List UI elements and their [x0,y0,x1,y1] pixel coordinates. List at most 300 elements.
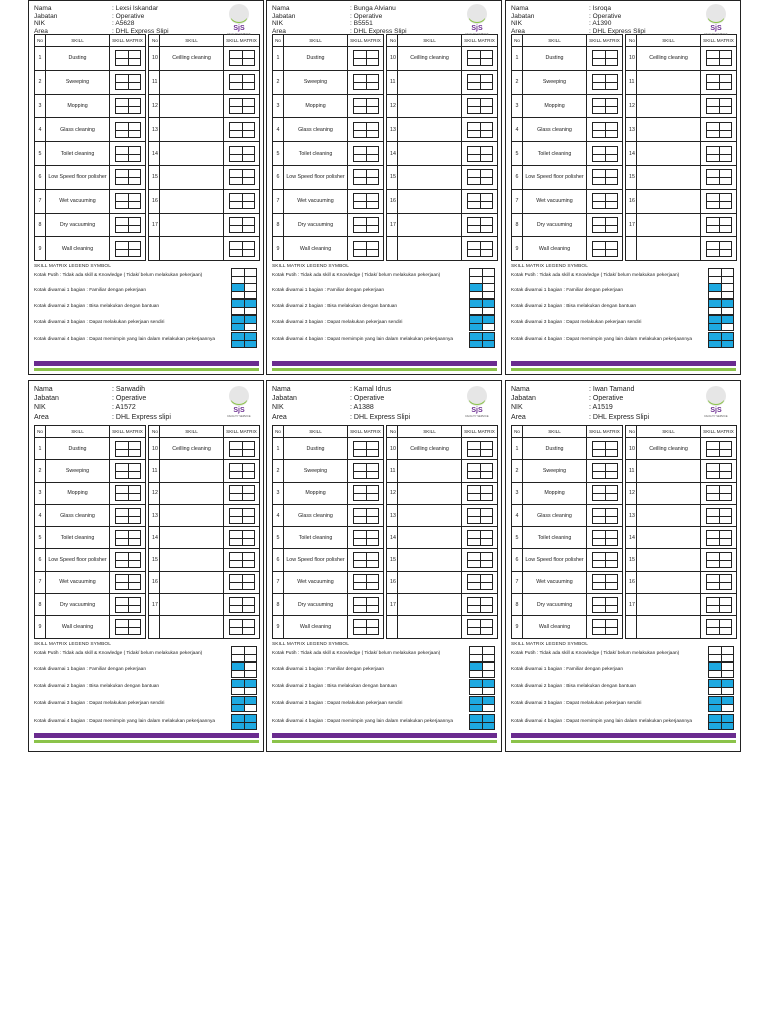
skill-name [398,165,462,189]
skill-no: 16 [626,189,637,213]
skill-matrix-box [592,552,618,568]
legend-item [272,300,497,314]
skill-name: Toilet cleaning [523,142,587,166]
skill-row [512,616,737,638]
nik-value: : A5628 [112,20,259,28]
skill-matrix-cell[interactable] [348,165,384,189]
jabatan-value: : Operative [350,394,497,403]
skill-matrix-cell[interactable] [348,213,384,237]
header-skill-matrix: SKILL MATRIX [701,426,737,438]
area-value: : DHL Express slipi [112,413,259,422]
skill-matrix-cell[interactable] [462,94,498,118]
skill-matrix-cell[interactable] [701,94,737,118]
legend-text: Kotak Putih : Tidak ada skill & Knowledge ( Tidak/ belum melakukan pekerjaan) [34,650,203,656]
skill-matrix-cell[interactable] [224,571,260,593]
skill-name: Wet vacuuming [46,571,110,593]
legend-matrix-box [708,332,734,348]
skill-name [160,482,224,504]
skill-matrix-cell[interactable] [587,438,623,460]
header-skill: SKILL [398,426,462,438]
legend-item [34,316,259,330]
header-skill-matrix: SKILL MATRIX [587,35,623,47]
nama-value: : Iwan Tamand [589,385,736,394]
skill-matrix-cell[interactable] [462,70,498,94]
legend-matrix-box [469,315,495,331]
skill-matrix-box [592,74,618,90]
skill-matrix-box [229,193,255,209]
skill-name: Toilet cleaning [46,142,110,166]
skill-matrix-cell[interactable] [110,189,146,213]
skill-matrix-cell[interactable] [224,616,260,638]
legend-text: Kotak diwarnai 3 bagian : Dapat melakukan pekerjaan sendiri [34,701,165,707]
skill-matrix-cell[interactable] [587,527,623,549]
skill-matrix-table [511,34,737,261]
skill-row [35,571,260,593]
skill-row [35,460,260,482]
skill-matrix-cell[interactable] [701,527,737,549]
skill-name: Low Speed floor polisher [46,165,110,189]
skill-matrix-cell[interactable] [462,594,498,616]
skill-matrix-cell[interactable] [224,165,260,189]
skill-matrix-cell[interactable] [348,237,384,261]
skill-matrix-cell[interactable] [701,571,737,593]
skill-matrix-cell[interactable] [224,70,260,94]
skill-matrix-box [592,530,618,546]
nama-value: : Lexsi Iskandar [112,5,259,13]
logo-text: SjS [471,407,483,414]
skill-matrix-box [353,169,379,185]
skill-name [637,165,701,189]
skill-no: 12 [626,482,637,504]
area-value: : DHL Express Slipi [589,413,736,422]
skill-no: 12 [387,482,398,504]
sjs-logo [700,385,732,419]
skill-row [512,504,737,526]
skill-matrix-cell[interactable] [587,616,623,638]
skill-matrix-cell[interactable] [348,189,384,213]
skill-no: 1 [512,438,523,460]
skill-matrix-box [115,146,141,162]
filled-quadrant [232,663,244,670]
header-skill: SKILL [523,35,587,47]
skill-matrix-cell[interactable] [587,213,623,237]
skill-matrix-cell[interactable] [701,438,737,460]
employee-skill-card [28,0,264,375]
skill-matrix-cell[interactable] [701,213,737,237]
skill-matrix-cell[interactable] [110,165,146,189]
legend-item [272,714,497,730]
skill-matrix-cell[interactable] [348,94,384,118]
legend-text: Kotak diwarnai 4 bagian : Dapat memimpin yang lain dalam melakukan pekerjaannya [272,337,454,343]
green-bar [272,368,497,371]
skill-matrix-box [592,122,618,138]
skill-matrix-box [353,193,379,209]
skill-matrix-cell[interactable] [110,438,146,460]
skill-row [273,118,498,142]
skill-matrix-box [353,463,379,479]
skill-matrix-cell[interactable] [224,94,260,118]
skill-name: Wet vacuuming [284,189,348,213]
skill-matrix-cell[interactable] [701,616,737,638]
skill-matrix-box [467,98,493,114]
skill-matrix-cell[interactable] [110,213,146,237]
skill-name [637,118,701,142]
legend-matrix-box [231,332,257,348]
skill-name [398,189,462,213]
skill-name: Glass cleaning [523,504,587,526]
skill-matrix-cell[interactable] [224,189,260,213]
skill-matrix-box [467,508,493,524]
skill-matrix-box [592,50,618,66]
skill-name: Dusting [284,47,348,71]
skill-matrix-cell[interactable] [462,438,498,460]
skill-matrix-cell[interactable] [462,549,498,571]
skill-matrix-cell[interactable] [462,571,498,593]
legend-text: Kotak diwarnai 3 bagian : Dapat melakukan pekerjaan sendiri [272,320,403,326]
skill-no: 7 [273,189,284,213]
skill-matrix-cell[interactable] [462,527,498,549]
skill-matrix-cell[interactable] [587,549,623,571]
skill-row [35,165,260,189]
skill-matrix-cell[interactable] [462,165,498,189]
skill-matrix-cell[interactable] [587,594,623,616]
nik-label: NIK [272,404,284,412]
skill-no: 9 [35,237,46,261]
skill-matrix-cell[interactable] [224,237,260,261]
skill-matrix-cell[interactable] [110,571,146,593]
legend-item [511,662,736,678]
skill-matrix-cell[interactable] [110,594,146,616]
skill-matrix-cell[interactable] [587,571,623,593]
skill-matrix-cell[interactable] [348,142,384,166]
skill-no: 2 [35,460,46,482]
jabatan-label: Jabatan [272,395,297,403]
skill-matrix-cell[interactable] [701,118,737,142]
skill-matrix-cell[interactable] [701,594,737,616]
green-bar [34,368,259,371]
filled-quadrant [482,300,494,307]
skill-matrix-cell[interactable] [224,213,260,237]
skill-matrix-cell[interactable] [587,482,623,504]
skill-no: 5 [35,527,46,549]
skill-matrix-cell[interactable] [348,438,384,460]
skill-matrix-cell[interactable] [587,165,623,189]
skill-no [626,237,637,261]
skill-matrix-cell[interactable] [701,47,737,71]
area-label: Area [34,413,49,421]
skill-matrix-cell[interactable] [587,460,623,482]
legend-text: Kotak diwarnai 1 bagian : Familiar dengan pekerjaan [34,288,146,294]
skill-matrix-cell[interactable] [110,94,146,118]
legend-item [272,270,497,282]
skill-no: 13 [387,118,398,142]
skill-matrix-cell[interactable] [224,594,260,616]
legend-item [272,697,497,712]
jabatan-value: : Operative [589,394,736,403]
skill-row [273,165,498,189]
skill-matrix-cell[interactable] [348,594,384,616]
skill-no: 8 [273,213,284,237]
header-no: No [626,35,637,47]
skill-matrix-box [706,441,732,457]
skill-matrix-cell[interactable] [701,70,737,94]
header-skill: SKILL [637,426,701,438]
green-bar [511,368,736,371]
nik-value: : A1388 [350,403,497,412]
skill-matrix-cell[interactable] [701,237,737,261]
filled-quadrant [232,704,244,711]
skill-no: 11 [149,460,160,482]
skill-matrix-box [229,552,255,568]
skill-name [637,504,701,526]
legend-text: Kotak diwarnai 1 bagian : Familiar dengan pekerjaan [511,288,623,294]
logo-tagline: FACILITY SERVICE [465,415,489,418]
skill-matrix-cell[interactable] [224,504,260,526]
skill-matrix-cell[interactable] [224,47,260,71]
skill-matrix-cell[interactable] [224,460,260,482]
logo-text: SjS [710,25,722,32]
skill-matrix-cell[interactable] [110,460,146,482]
skill-row [35,142,260,166]
skill-no: 4 [273,504,284,526]
skill-no: 1 [273,47,284,71]
skill-matrix-cell[interactable] [462,504,498,526]
skill-no: 3 [273,482,284,504]
skill-name [160,165,224,189]
skill-matrix-cell[interactable] [348,549,384,571]
skill-matrix-cell[interactable] [462,142,498,166]
skill-matrix-cell[interactable] [587,189,623,213]
skill-matrix-cell[interactable] [462,213,498,237]
legend-matrix-box [231,646,257,662]
skill-no: 15 [387,165,398,189]
filled-quadrant [709,300,721,307]
filled-quadrant [244,680,256,687]
employee-info [511,385,736,425]
skill-no: 2 [512,460,523,482]
skill-matrix-box [467,463,493,479]
skill-matrix-box [706,508,732,524]
skill-matrix-cell[interactable] [110,70,146,94]
skill-name: Wall cleaning [523,237,587,261]
skill-matrix-cell[interactable] [587,142,623,166]
legend-text: Kotak diwarnai 1 bagian : Familiar dengan pekerjaan [511,666,623,672]
skill-matrix-cell[interactable] [587,504,623,526]
header-skill: SKILL [46,426,110,438]
skill-matrix-box [706,169,732,185]
skill-row [512,189,737,213]
skill-matrix-cell[interactable] [701,504,737,526]
skill-matrix-box [706,217,732,233]
nik-label: NIK [272,20,283,28]
skill-matrix-box [353,530,379,546]
skill-row [35,237,260,261]
skill-matrix-cell[interactable] [462,616,498,638]
skill-matrix-cell[interactable] [348,47,384,71]
skill-matrix-cell[interactable] [587,70,623,94]
skill-no: 15 [626,549,637,571]
filled-quadrant [244,300,256,307]
skill-matrix-cell[interactable] [348,70,384,94]
skill-matrix-cell[interactable] [462,482,498,504]
sjs-logo [461,385,493,419]
filled-quadrant [709,697,721,704]
employee-skill-card [505,380,741,752]
skill-matrix-cell[interactable] [348,571,384,593]
header-skill: SKILL [46,35,110,47]
skill-matrix-cell[interactable] [110,118,146,142]
nik-value: : A1519 [589,403,736,412]
skill-matrix-cell[interactable] [110,47,146,71]
skill-no [149,616,160,638]
skill-no: 15 [387,549,398,571]
nama-value: : Sarwadih [112,385,259,394]
skill-matrix-box [353,485,379,501]
filled-quadrant [244,333,256,340]
filled-quadrant [721,300,733,307]
skill-no: 3 [273,94,284,118]
skill-matrix-cell[interactable] [701,165,737,189]
skill-matrix-box [467,122,493,138]
skill-matrix-cell[interactable] [462,47,498,71]
header-skill-matrix: SKILL MATRIX [701,35,737,47]
skill-matrix-cell[interactable] [224,549,260,571]
footer-bars [272,733,497,743]
filled-quadrant [709,333,721,340]
skill-row [273,213,498,237]
header-skill: SKILL [637,35,701,47]
header-skill-matrix: SKILL MATRIX [110,426,146,438]
skill-no: 12 [387,94,398,118]
skill-matrix-cell[interactable] [348,482,384,504]
logo-text: SjS [710,407,722,414]
skill-no: 11 [626,70,637,94]
employee-info [511,5,736,34]
skill-name: Sweeping [523,460,587,482]
skill-matrix-cell[interactable] [587,47,623,71]
skill-no: 6 [273,165,284,189]
skill-no: 5 [35,142,46,166]
skill-matrix-cell[interactable] [110,504,146,526]
skill-matrix-cell[interactable] [462,189,498,213]
legend-matrix-box [231,696,257,712]
skill-matrix-cell[interactable] [224,118,260,142]
header-no: No [387,426,398,438]
area-value: : DHL Express Slipi [589,28,736,36]
legend-item [511,316,736,330]
skill-matrix-cell[interactable] [224,527,260,549]
legend-item [511,332,736,348]
skill-name [160,616,224,638]
legend-text: Kotak diwarnai 2 bagian : Bisa melakukan dengan bantuan [511,684,637,690]
skill-matrix-cell[interactable] [110,142,146,166]
skill-matrix-cell[interactable] [587,237,623,261]
skill-matrix-box [592,463,618,479]
skill-matrix-cell[interactable] [701,460,737,482]
legend-title: SKILL MATRIX LEGEND SYMBOL [34,264,111,270]
skill-no: 5 [512,142,523,166]
skill-matrix-cell[interactable] [462,118,498,142]
skill-matrix-cell[interactable] [110,549,146,571]
skill-matrix-cell[interactable] [110,482,146,504]
skill-no: 4 [512,504,523,526]
skill-no: 2 [273,460,284,482]
legend-matrix-box [231,283,257,299]
skill-name [398,70,462,94]
skill-matrix-cell[interactable] [110,237,146,261]
skill-matrix-box [115,241,141,257]
skill-no: 10 [626,438,637,460]
filled-quadrant [470,680,482,687]
skill-matrix-cell[interactable] [348,616,384,638]
skill-matrix-cell[interactable] [110,616,146,638]
filled-quadrant [709,340,721,347]
skill-no: 15 [626,165,637,189]
header-skill-matrix: SKILL MATRIX [348,426,384,438]
purple-bar [272,361,497,366]
skill-matrix-cell[interactable] [110,527,146,549]
nik-value: : B5551 [350,20,497,28]
skill-matrix-cell[interactable] [462,460,498,482]
legend-matrix-box [231,679,257,695]
skill-matrix-cell[interactable] [348,504,384,526]
skill-matrix-cell[interactable] [224,482,260,504]
filled-quadrant [244,340,256,347]
skill-name [160,527,224,549]
filled-quadrant [709,663,721,670]
filled-quadrant [721,333,733,340]
filled-quadrant [232,300,244,307]
legend-matrix-box [469,268,495,284]
skill-row [512,213,737,237]
skill-name: Mopping [284,94,348,118]
skill-no [387,237,398,261]
skill-matrix-cell[interactable] [587,118,623,142]
skill-no: 16 [149,571,160,593]
jabatan-value: : Operative [112,394,259,403]
skill-matrix-cell[interactable] [224,438,260,460]
skill-matrix-cell[interactable] [224,142,260,166]
skill-matrix-cell[interactable] [701,142,737,166]
skill-no: 9 [35,616,46,638]
skill-matrix-cell[interactable] [701,189,737,213]
employee-skill-card [266,0,502,375]
skill-matrix-cell[interactable] [348,460,384,482]
legend-item [272,662,497,678]
skill-matrix-cell[interactable] [701,482,737,504]
skill-matrix-cell[interactable] [462,237,498,261]
skill-matrix-cell[interactable] [348,527,384,549]
skill-no: 8 [273,594,284,616]
skill-name [160,571,224,593]
skill-row [273,70,498,94]
skill-matrix-box [229,574,255,590]
skill-matrix-box [706,485,732,501]
skill-matrix-table [34,34,260,261]
skill-name: Dry vacuuming [46,594,110,616]
skill-name [398,616,462,638]
legend-item [34,648,259,660]
filled-quadrant [470,284,482,291]
area-label: Area [511,413,526,421]
filled-quadrant [232,715,244,722]
skill-matrix-cell[interactable] [587,94,623,118]
skill-name [637,482,701,504]
skill-matrix-cell[interactable] [348,118,384,142]
nik-label: NIK [34,20,45,28]
skill-matrix-cell[interactable] [701,549,737,571]
skill-matrix-box [229,122,255,138]
